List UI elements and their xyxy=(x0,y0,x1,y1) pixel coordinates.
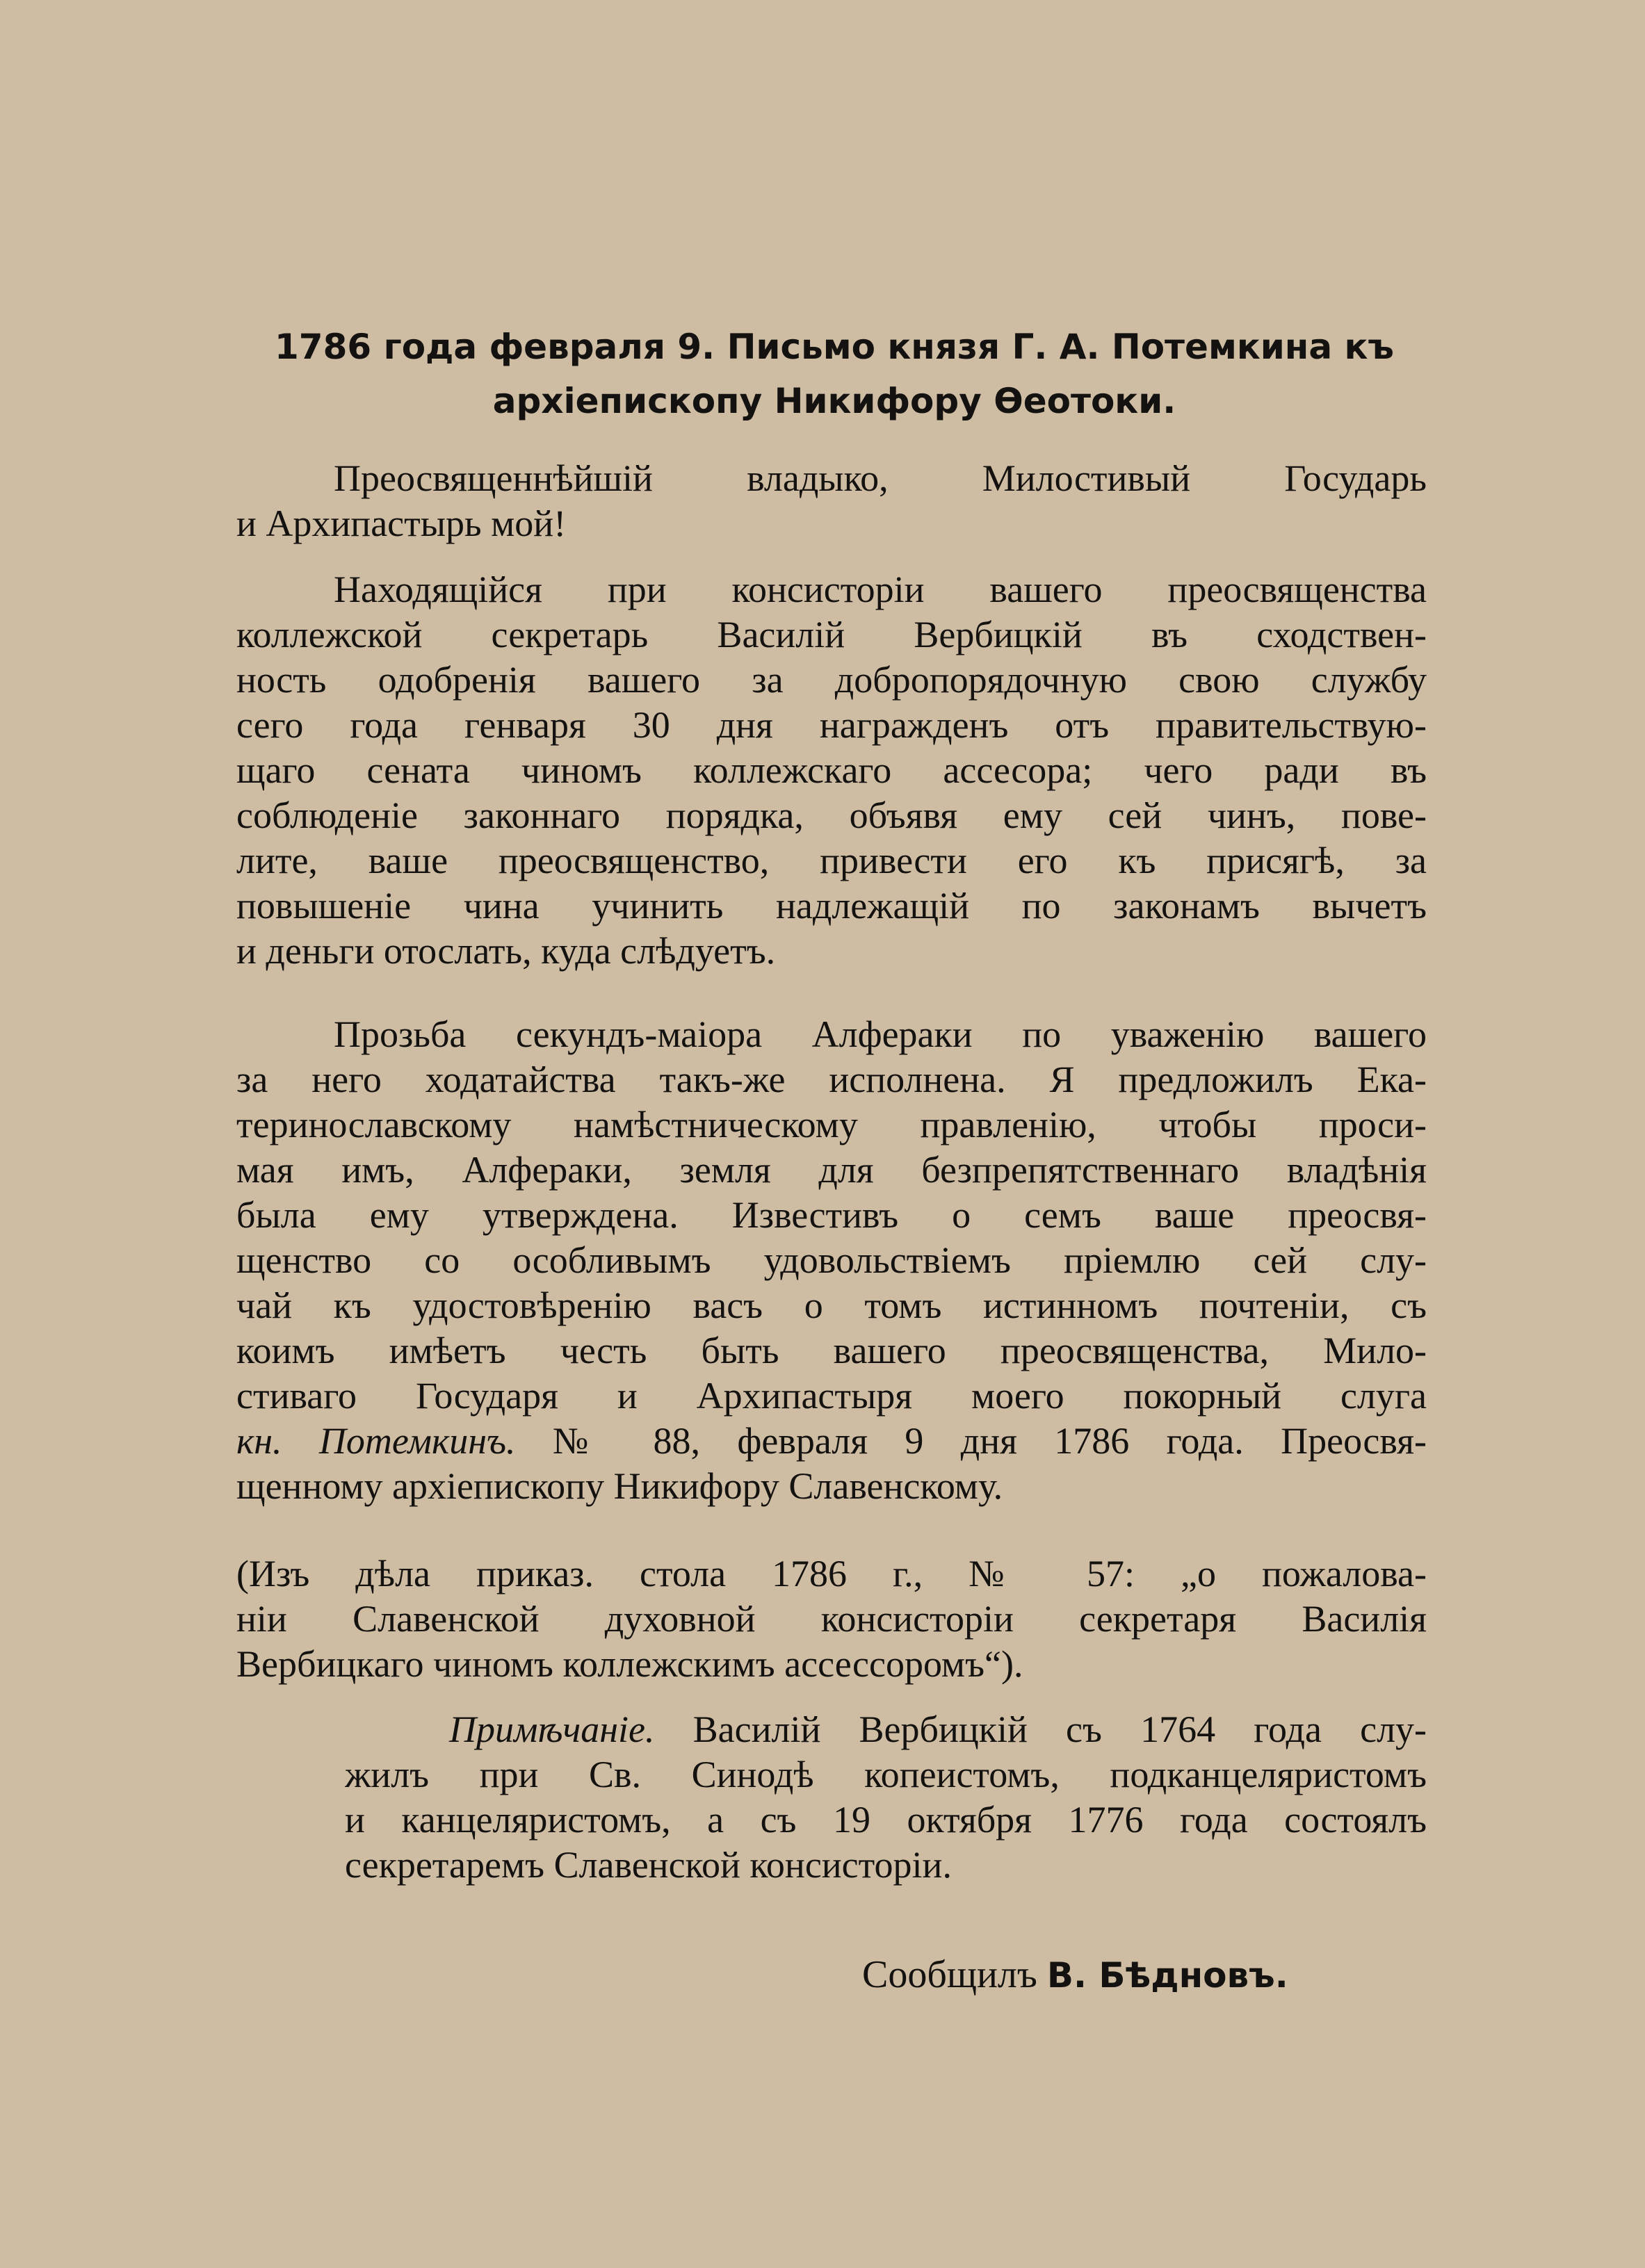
note-label: Примѣчаніе. xyxy=(449,1708,655,1750)
paragraph-line: щенному архіепископу Никифору Славенскому. xyxy=(236,1465,1003,1507)
paragraph-line: жилъ при Св. Синодѣ копеистомъ, подканцеляристомъ xyxy=(345,1754,1427,1795)
paragraph-line: соблюденіе законнаго порядка, объявя ему сей чинъ, пове- xyxy=(236,794,1427,836)
paragraph-line: стиваго Государя и Архипастыря моего покорный слуга xyxy=(236,1375,1427,1417)
contributor-signature xyxy=(862,1950,1418,2000)
note-paragraph xyxy=(345,1707,1427,1888)
salutation xyxy=(236,456,1427,546)
paragraph-line: коимъ имѣетъ честь быть вашего преосвященства, Мило- xyxy=(236,1330,1427,1371)
paragraph-line: Прозьба секундъ-маіора Алфераки по уваженію вашего xyxy=(334,1013,1427,1055)
letter-paragraph-1 xyxy=(236,567,1427,974)
paragraph-line: Находящійся при консисторіи вашего преосвященства xyxy=(334,569,1427,610)
paragraph-line: теринославскому намѣстническому правленію, чтобы проси- xyxy=(236,1104,1427,1145)
letter-signature-rest: № 88, февраля 9 дня 1786 года. Преосвя- xyxy=(515,1420,1427,1462)
paragraph-line xyxy=(236,1419,1427,1464)
paragraph-line: коллежской секретарь Василій Вербицкій въ сходствен- xyxy=(236,614,1427,655)
paragraph-line: Вербицкаго чиномъ коллежскимъ ассессоромъ“). xyxy=(236,1643,1023,1685)
paragraph-line: чай къ удостовѣренію васъ о томъ истинномъ почтеніи, съ xyxy=(236,1284,1427,1326)
document-title xyxy=(209,320,1460,428)
title-line-1: 1786 года февраля 9. Письмо князя Г. А. Потемкина къ xyxy=(275,327,1394,367)
letter-signature-italic: кн. Потемкинъ. xyxy=(236,1420,516,1462)
paragraph-line: и канцеляристомъ, а съ 19 октября 1776 года состоялъ xyxy=(345,1799,1427,1841)
paragraph-line: щенство со особливымъ удовольствіемъ пріемлю сей слу- xyxy=(236,1239,1427,1281)
signature-prefix: Сообщилъ xyxy=(862,1953,1047,1996)
note-first-rest: Василій Вербицкій съ 1764 года слу- xyxy=(654,1708,1427,1750)
paragraph-line: щаго сената чиномъ коллежскаго ассесора; чего ради въ xyxy=(236,749,1427,791)
paragraph-line: ность одобренія вашего за добропорядочную свою службу xyxy=(236,659,1427,701)
paragraph-line: ніи Славенской духовной консисторіи секретаря Василія xyxy=(236,1598,1427,1640)
letter-paragraph-2 xyxy=(236,1012,1427,1509)
paragraph-line: сего года генваря 30 дня награжденъ отъ правительствую- xyxy=(236,704,1427,746)
salutation-line: Преосвященнѣйшій владыко, Милостивый Государь xyxy=(334,457,1427,499)
paragraph-line: лите, ваше преосвященство, привести его къ присягѣ, за xyxy=(236,840,1427,881)
paragraph-line: и деньги отослать, куда слѣдуетъ. xyxy=(236,930,776,972)
paragraph-line xyxy=(345,1707,1427,1752)
signature-name: В. Бѣдновъ. xyxy=(1046,1955,1288,1996)
title-line-2: архіепископу Никифору Ѳеотоки. xyxy=(492,381,1176,421)
salutation-line: и Архипастырь мой! xyxy=(236,503,567,544)
paragraph-line: была ему утверждена. Известивъ о семъ ваше преосвя- xyxy=(236,1194,1427,1236)
paragraph-line: повышеніе чина учинить надлежащій по законамъ вычетъ xyxy=(236,885,1427,927)
paragraph-line: за него ходатайства такъ-же исполнена. Я предложилъ Ека- xyxy=(236,1059,1427,1100)
paragraph-line: (Изъ дѣла приказ. стола 1786 г., № 57: „о пожалова- xyxy=(236,1553,1427,1594)
paragraph-line: секретаремъ Славенской консисторіи. xyxy=(345,1844,952,1886)
paragraph-line: мая имъ, Алфераки, земля для безпрепятственнаго владѣнія xyxy=(236,1149,1427,1191)
source-reference-paragraph xyxy=(236,1551,1427,1687)
